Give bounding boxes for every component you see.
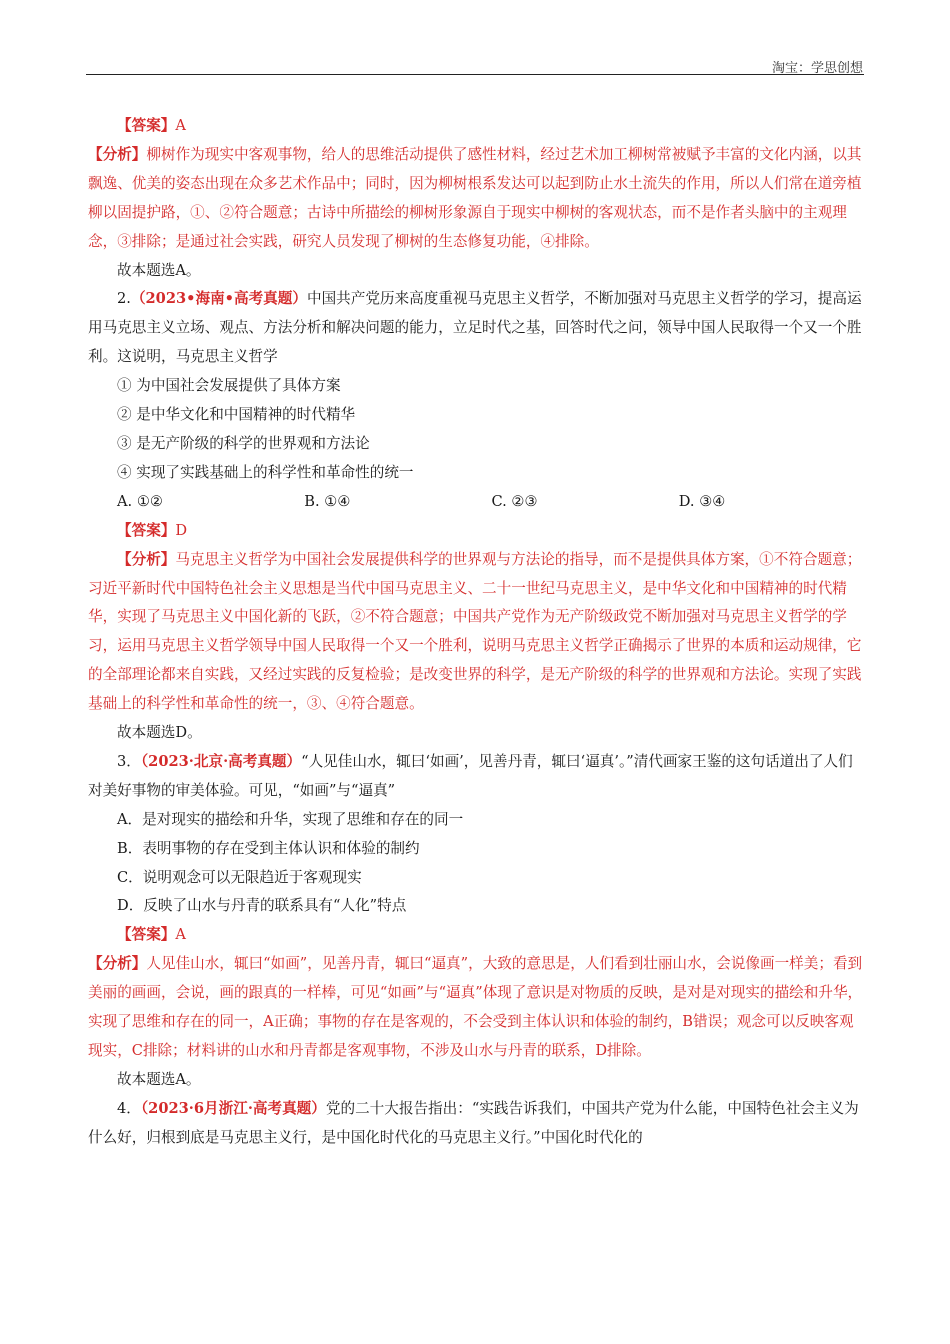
document-body <box>88 112 866 1153</box>
answer-value: D <box>175 521 188 539</box>
answer-label: 【答案】 <box>117 521 176 539</box>
question-text: 中国共产党历来高度重视马克思主义哲学，不断加强对马克思主义哲学的学习，提高运用马克思主义立场、观点、方法分析和解决问题的能力，立足时代之基，回答时代之问，领导中国人民取得一个又一个胜利。这说明，马克思主义哲学 <box>88 290 862 366</box>
answer-value: A <box>175 926 186 944</box>
question-source: （2023·北京·高考真题） <box>140 752 302 770</box>
q3-option-c: C．说明观念可以无限趋近于客观现实 <box>117 868 362 886</box>
question-number: 3． <box>117 752 141 770</box>
q2-conclusion: 故本题选D。 <box>117 724 202 742</box>
q3-analysis <box>88 950 866 1066</box>
analysis-label: 【分析】 <box>88 955 147 973</box>
q3-option-b: B．表明事物的存在受到主体认识和体验的制约 <box>117 839 420 857</box>
answer-label: 【答案】 <box>117 926 176 944</box>
q3-answer <box>88 921 866 950</box>
header-rule <box>86 74 864 75</box>
question-text: 党的二十大报告指出：“实践告诉我们，中国共产党为什么能，中国特色社会主义为什么好，归根到底是马克思主义行，是中国化时代化的马克思主义行。”中国化时代化的 <box>88 1099 859 1146</box>
analysis-text: 柳树作为现实中客观事物，给人的思维活动提供了感性材料，经过艺术加工柳树常被赋予丰富的文化内涵，以其飘逸、优美的姿态出现在众多艺术作品中；同时，因为柳树根系发达可以起到防止水土流失的作用，所以人们常在道旁植柳以固提护路，①、②符合题意；古诗中所描绘的柳树形象源自于现实中柳树的客观状态，而不是作者头脑中的主观理念，③排除；是通过社会实践，研究人员发现了柳树的生态修复功能，④排除。 <box>88 145 862 250</box>
choice-d: D. ③④ <box>678 492 726 510</box>
analysis-text: 马克思主义哲学为中国社会发展提供科学的世界观与方法论的指导，而不是提供具体方案，①不符合题意；习近平新时代中国特色社会主义思想是当代中国马克思主义、二十一世纪马克思主义，是中华文化和中国精神的时代精华，实现了马克思主义中国化新的飞跃，②不符合题意；中国共产党作为无产阶级政党不断加强对马克思主义哲学的学习，运用马克思主义哲学领导中国人民取得一个又一个胜利，说明马克思主义哲学正确揭示了世界的本质和运动规律，它的全部理论都来自实践，又经过实践的反复检验；是改变世界的科学，是无产阶级的科学的世界观和方法论。实现了实践基础上的科学性和革命性的统一，③、④符合题意。 <box>88 550 862 713</box>
q2-item: ① 为中国社会发展提供了具体方案 <box>117 377 341 395</box>
q2-choices <box>88 488 866 517</box>
question-text: “人见佳山水，辄曰‘如画’，见善丹青，辄曰‘逼真’。”清代画家王鉴的这句话道出了人们对美好事物的审美体验。可见，“如画”与“逼真” <box>88 752 853 799</box>
analysis-label: 【分析】 <box>117 550 176 568</box>
question-source: （2023•海南•高考真题） <box>130 290 307 308</box>
q3-stem <box>88 748 866 806</box>
q2-item: ③ 是无产阶级的科学的世界观和方法论 <box>117 434 370 452</box>
answer-label: 【答案】 <box>117 117 176 134</box>
q3-conclusion: 故本题选A。 <box>117 1070 201 1088</box>
q1-conclusion: 故本题选A。 <box>117 261 201 279</box>
analysis-label: 【分析】 <box>88 145 147 163</box>
question-number: 2. <box>117 290 131 308</box>
q3-option-d: D．反映了山水与丹青的联系具有“人化”特点 <box>117 897 407 915</box>
choice-a: A. ①② <box>117 492 163 510</box>
q2-item: ④ 实现了实践基础上的科学性和革命性的统一 <box>117 463 414 481</box>
choice-b: B. ①④ <box>304 492 351 510</box>
q2-analysis <box>88 546 866 719</box>
answer-value: A <box>175 117 186 134</box>
question-source: （2023·6月浙江·高考真题） <box>140 1099 326 1117</box>
question-number: 4． <box>117 1099 141 1117</box>
q3-option-a: A．是对现实的描绘和升华，实现了思维和存在的同一 <box>117 810 464 828</box>
choice-c: C. ②③ <box>491 492 538 510</box>
header-text: 淘宝：学思创想 <box>771 61 863 76</box>
q2-item: ② 是中华文化和中国精神的时代精华 <box>117 406 356 424</box>
q4-stem <box>88 1095 866 1153</box>
q2-answer <box>88 517 866 546</box>
q1-analysis <box>88 141 866 257</box>
analysis-text: 人见佳山水，辄曰“如画”，见善丹青，辄曰“逼真”，大致的意思是，人们看到壮丽山水，会说像画一样美；看到美丽的画画，会说，画的跟真的一样棒，可见“如画”与“逼真”体现了意识是对物质的反映，是对是对现实的描绘和升华，实现了思维和存在的同一，A正确；事物的存在是客观的，不会受到主体认识和体验的制约，B错误；观念可以反映客观现实，C排除；材料讲的山水和丹青都是客观事物，不涉及山水与丹青的联系，D排除。 <box>88 955 863 1059</box>
q1-answer <box>88 112 866 141</box>
q2-stem <box>88 285 866 372</box>
